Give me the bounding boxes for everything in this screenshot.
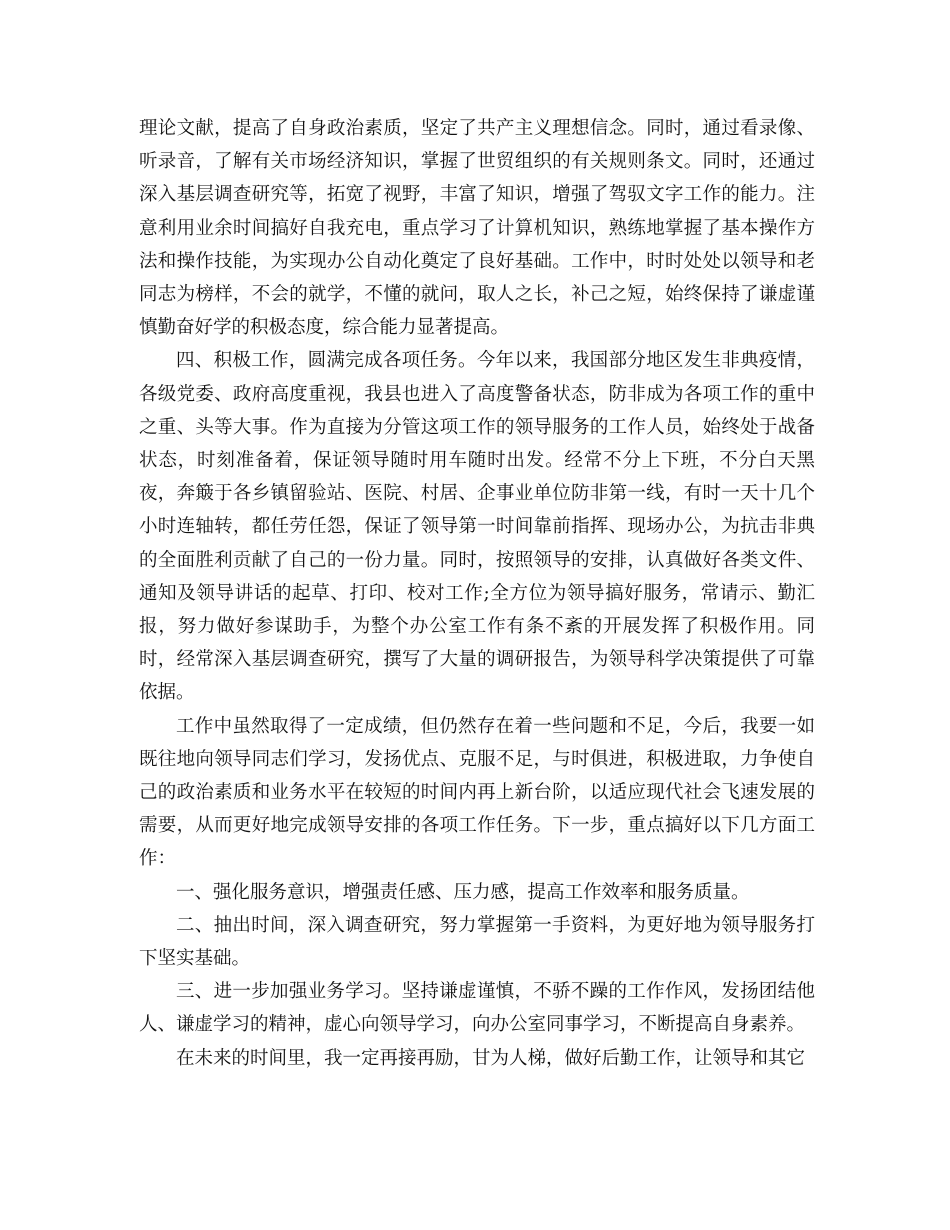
- paragraph-1: 理论文献，提高了自身政治素质，坚定了共产主义理想信念。同时，通过看录像、听录音，了解有关市场经济知识，掌握了世贸组织的有关规则条文。同时，还通过深入基层调查研究等，拓宽了视野，丰富了知识，增强了驾驭文字工作的能力。注意利用业余时间搞好自我充电，重点学习了计算机知识，熟练地掌握了基本操作方法和操作技能，为实现办公自动化奠定了良好基础。工作中，时时处处以领导和老同志为榜样，不会的就学，不懂的就问，取人之长，补己之短，始终保持了谦虚谨慎勤奋好学的积极态度，综合能力显著提高。: [139, 118, 815, 339]
- paragraph-3: 工作中虽然取得了一定成绩，但仍然存在着一些问题和不足，今后，我要一如既往地向领导同志们学习，发扬优点、克服不足，与时俱进，积极进取，力争使自己的政治素质和业务水平在较短的时间内再上新台阶，以适应现代社会飞速发展的需要，从而更好地完成领导安排的各项工作任务。下一步，重点搞好以下几方面工作：: [139, 715, 815, 870]
- paragraph-7: 在未来的时间里，我一定再接再励，甘为人梯，做好后勤工作，让领导和其它: [176, 1047, 806, 1069]
- document-body: [139, 112, 815, 1075]
- paragraph-5: 二、抽出时间，深入调查研究，努力掌握第一手资料，为更好地为领导服务打下坚实基础。: [139, 914, 815, 970]
- paragraph-4: 一、强化服务意识，增强责任感、压力感，提高工作效率和服务质量。: [176, 881, 750, 903]
- paragraph-2: 四、积极工作，圆满完成各项任务。今年以来，我国部分地区发生非典疫情，各级党委、政府高度重视，我县也进入了高度警备状态，防非成为各项工作的重中之重、头等大事。作为直接为分管这项工作的领导服务的工作人员，始终处于战备状态，时刻准备着，保证领导随时用车随时出发。经常不分上下班，不分白天黑夜，奔簸于各乡镇留验站、医院、村居、企事业单位防非第一线，有时一天十几个小时连轴转，都任劳任怨，保证了领导第一时间靠前指挥、现场办公，为抗击非典的全面胜利贡献了自己的一份力量。同时，按照领导的安排，认真做好各类文件、通知及领导讲话的起草、打印、校对工作;全方位为领导搞好服务，常请示、勤汇报，努力做好参谋助手，为整个办公室工作有条不紊的开展发挥了积极作用。同时，经常深入基层调查研究，撰写了大量的调研报告，为领导科学决策提供了可靠依据。: [139, 350, 815, 704]
- paragraph-6: 三、进一步加强业务学习。坚持谦虚谨慎，不骄不躁的工作作风，发扬团结他人、谦虚学习的精神，虚心向领导学习，向办公室同事学习，不断提高自身素养。: [139, 981, 815, 1036]
